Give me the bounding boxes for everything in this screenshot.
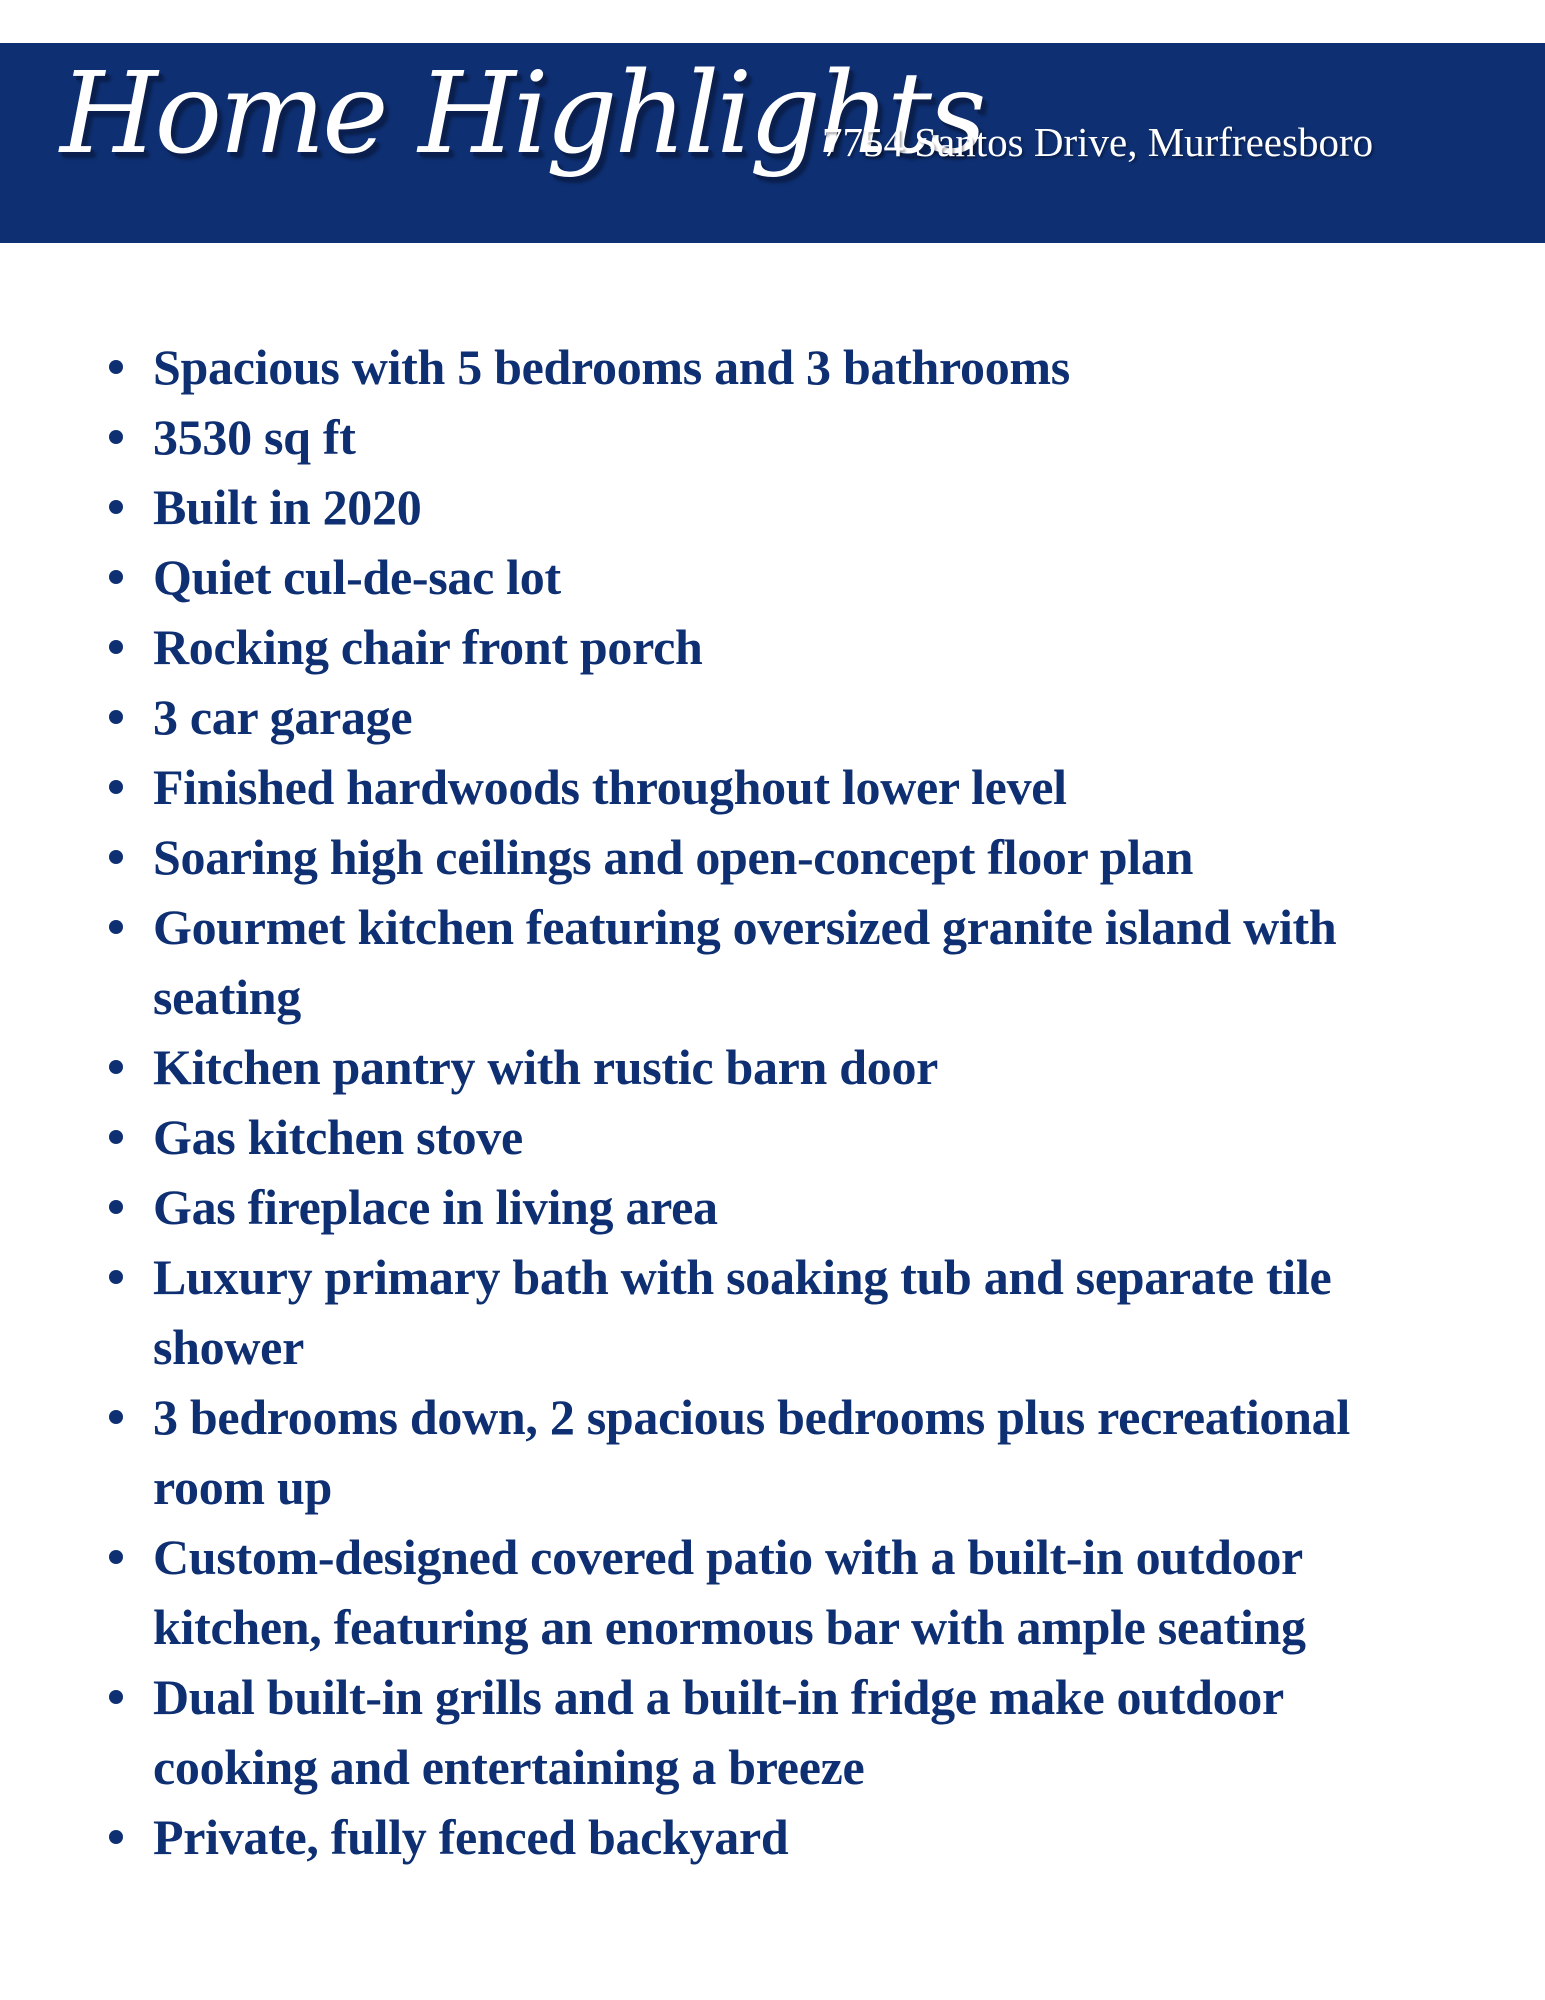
list-item (0, 1382, 1433, 1522)
list-item-text: 3 bedrooms down, 2 spacious bedrooms plus recreational room up (153, 1389, 1350, 1515)
list-item-text: 3530 sq ft (153, 409, 356, 465)
list-item (0, 822, 1433, 892)
list-item (0, 472, 1433, 542)
list-item-text: 3 car garage (153, 689, 413, 745)
list-item-text: Finished hardwoods throughout lower level (153, 759, 1067, 815)
bullet-icon (109, 570, 123, 584)
list-item-text: Gas fireplace in living area (153, 1179, 718, 1235)
list-item-text: Dual built-in grills and a built-in fridge make outdoor cooking and entertaining a breeze (153, 1669, 1283, 1795)
property-address: 7754 Santos Drive, Murfreesboro (822, 119, 1374, 165)
list-item (0, 892, 1433, 1032)
page-title: Home Highlights (60, 49, 984, 179)
list-item-text: Soaring high ceilings and open-concept floor plan (153, 829, 1194, 885)
bullet-icon (109, 1690, 123, 1704)
list-item (0, 682, 1433, 752)
list-item (0, 1172, 1433, 1242)
bullet-icon (109, 710, 123, 724)
list-item (0, 542, 1433, 612)
list-item (0, 1802, 1433, 1872)
list-item (0, 612, 1433, 682)
bullet-icon (109, 500, 123, 514)
bullet-icon (109, 1410, 123, 1424)
bullet-icon (109, 640, 123, 654)
bullet-icon (109, 1270, 123, 1284)
list-item (0, 1242, 1433, 1382)
bullet-icon (109, 850, 123, 864)
bullet-icon (109, 1130, 123, 1144)
list-item-text: Gourmet kitchen featuring oversized granite island with seating (153, 899, 1337, 1025)
bullet-icon (109, 1550, 123, 1564)
list-item-text: Built in 2020 (153, 479, 422, 535)
bullet-icon (109, 360, 123, 374)
list-item-text: Rocking chair front porch (153, 619, 703, 675)
list-item (0, 1032, 1433, 1102)
list-item (0, 1102, 1433, 1172)
list-item (0, 1662, 1433, 1802)
bullet-icon (109, 1060, 123, 1074)
list-item (0, 752, 1433, 822)
bullet-icon (109, 1200, 123, 1214)
list-item (0, 1522, 1433, 1662)
list-item-text: Spacious with 5 bedrooms and 3 bathrooms (153, 339, 1070, 395)
list-item-text: Gas kitchen stove (153, 1109, 523, 1165)
bullet-icon (109, 920, 123, 934)
bullet-icon (109, 430, 123, 444)
bullet-icon (109, 1830, 123, 1844)
list-item-text: Custom-designed covered patio with a built-in outdoor kitchen, featuring an enormous bar with ample seating (153, 1529, 1306, 1655)
list-item-text: Luxury primary bath with soaking tub and separate tile shower (153, 1249, 1332, 1375)
list-item (0, 332, 1433, 402)
list-item (0, 402, 1433, 472)
list-item-text: Private, fully fenced backyard (153, 1809, 789, 1865)
list-item-text: Kitchen pantry with rustic barn door (153, 1039, 939, 1095)
list-item-text: Quiet cul-de-sac lot (153, 549, 561, 605)
bullet-icon (109, 780, 123, 794)
highlights-list (0, 332, 1545, 1872)
